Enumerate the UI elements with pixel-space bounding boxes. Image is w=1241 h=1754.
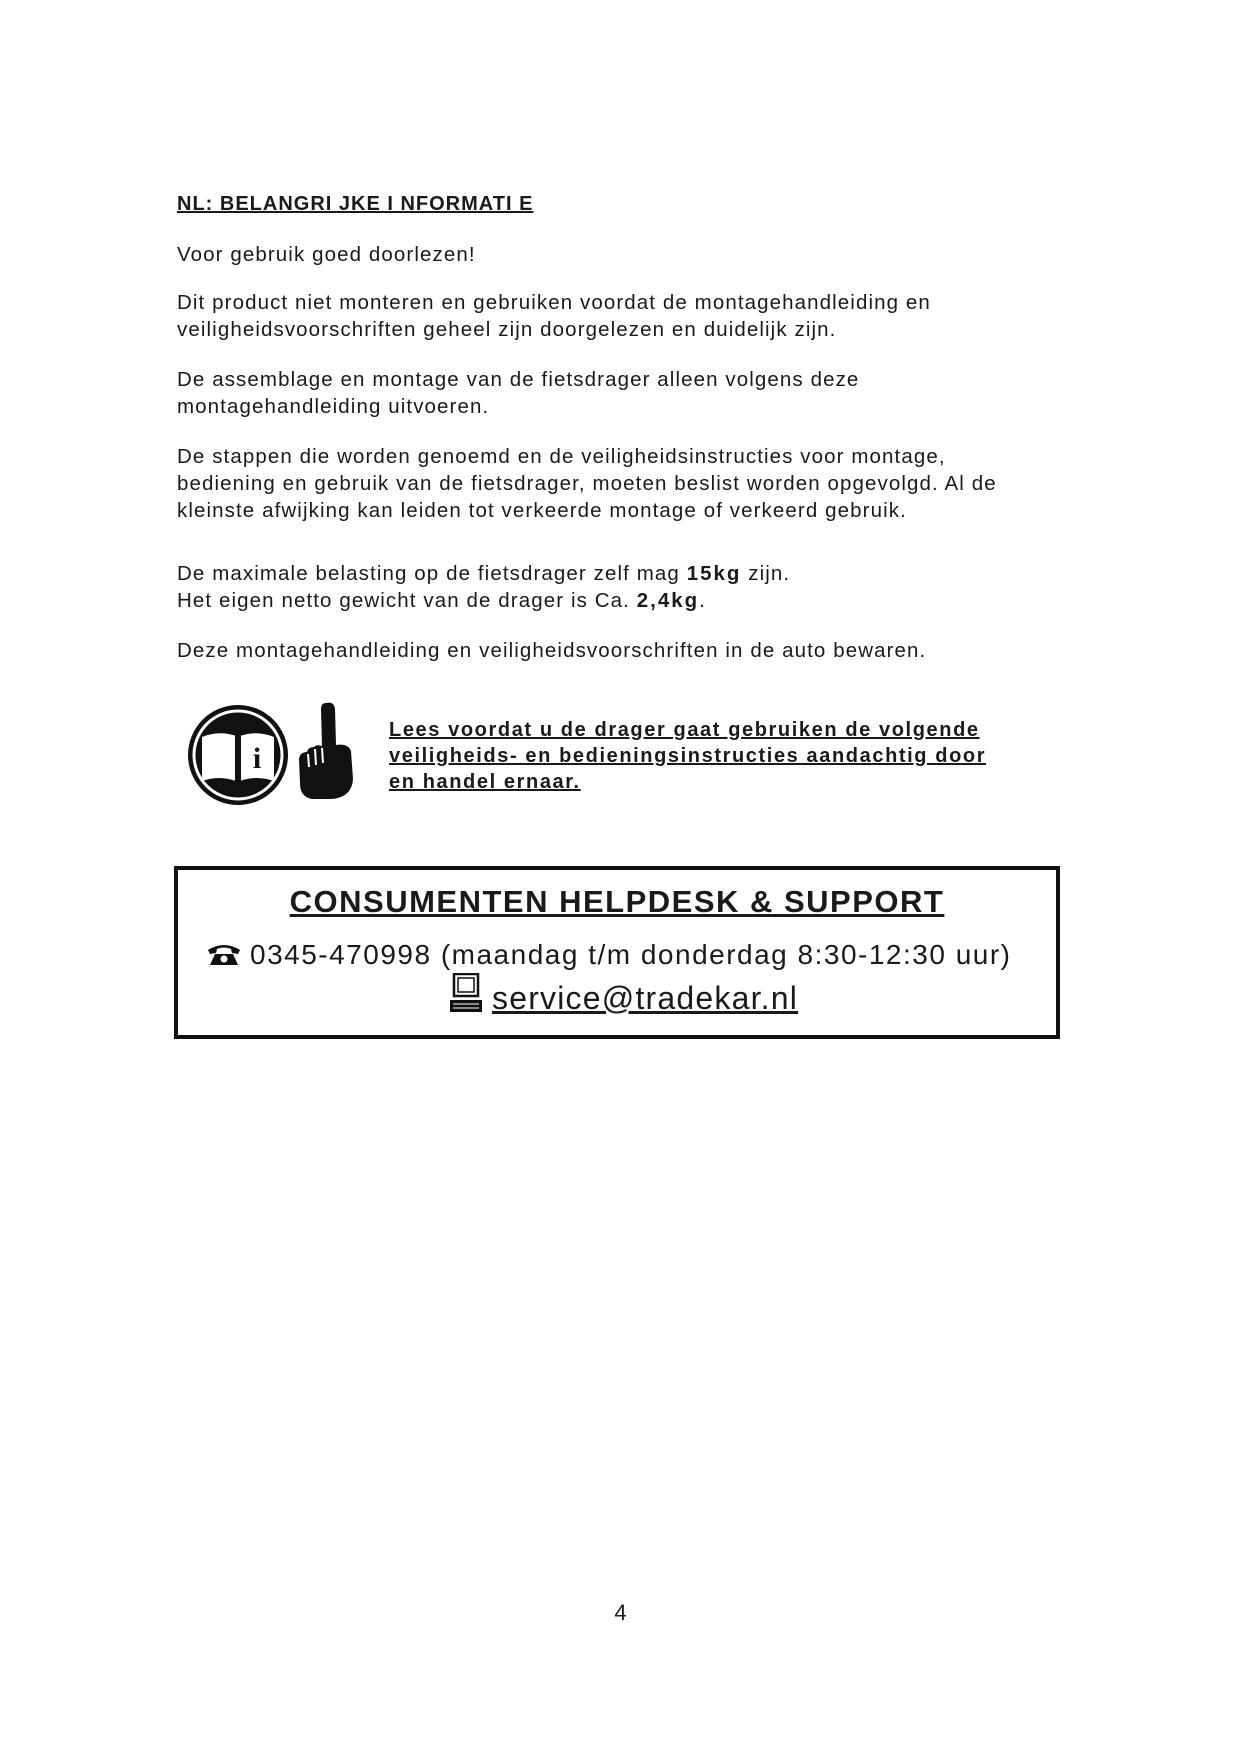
net-weight-line bbox=[177, 587, 1077, 614]
net-weight-suffix: . bbox=[699, 589, 706, 612]
paragraph-line: montagehandleiding uitvoeren. bbox=[177, 395, 490, 418]
paragraph-assembly bbox=[177, 366, 1077, 420]
paragraph-line: Voor gebruik goed doorlezen! bbox=[177, 243, 476, 266]
paragraph-steps bbox=[177, 443, 1077, 524]
net-weight-value: 2,4kg bbox=[636, 589, 700, 612]
page-number: 4 bbox=[614, 1600, 627, 1625]
max-load-value: 15kg bbox=[686, 562, 742, 585]
paragraph-line: De assemblage en montage van de fietsdrager alleen volgens deze bbox=[177, 368, 860, 391]
warning-line: en handel ernaar. bbox=[389, 771, 581, 793]
paragraph-line: De stappen die worden genoemd en de veiligheidsinstructies voor montage, bbox=[177, 445, 946, 468]
warning-line: veiligheids- en bedieningsinstructies aandachtig door bbox=[389, 745, 987, 767]
paragraph-read-first bbox=[177, 241, 1077, 268]
pointing-finger-icon bbox=[296, 697, 358, 806]
paragraph-do-not-mount bbox=[177, 289, 1077, 343]
paragraph-keep-in-car bbox=[177, 637, 1077, 664]
max-load-suffix: zijn. bbox=[741, 562, 791, 585]
net-weight-text: Het eigen netto gewicht van de drager is Ca. bbox=[177, 589, 637, 612]
helpdesk-email bbox=[448, 973, 798, 1021]
helpdesk-title: CONSUMENTEN HELPDESK & SUPPORT bbox=[289, 884, 945, 919]
safety-warning bbox=[389, 717, 1069, 795]
helpdesk-phone bbox=[206, 939, 1046, 973]
helpdesk-box bbox=[174, 866, 1060, 1039]
paragraph-weights bbox=[177, 560, 1077, 614]
phone-text: 0345-470998 (maandag t/m donderdag 8:30-12:30 uur) bbox=[250, 939, 1012, 970]
info-glyph: i bbox=[252, 742, 262, 775]
section-heading: NL: BELANGRI JKE I NFORMATI E bbox=[177, 193, 534, 215]
email-link[interactable]: service@tradekar.nl bbox=[492, 980, 799, 1016]
paragraph-line: kleinste afwijking kan leiden tot verkeerde montage of verkeerd gebruik. bbox=[177, 499, 907, 522]
max-load-line bbox=[177, 560, 1077, 587]
read-manual-info-icon bbox=[186, 703, 290, 812]
telephone-icon bbox=[206, 941, 242, 973]
paragraph-line: veiligheidsvoorschriften geheel zijn doorgelezen en duidelijk zijn. bbox=[177, 318, 837, 341]
paragraph-line: Deze montagehandleiding en veiligheidsvoorschriften in de auto bewaren. bbox=[177, 639, 927, 662]
computer-icon bbox=[448, 973, 484, 1021]
warning-line: Lees voordat u de drager gaat gebruiken de volgende bbox=[389, 719, 980, 741]
paragraph-line: bediening en gebruik van de fietsdrager, moeten beslist worden opgevolgd. Al de bbox=[177, 472, 997, 495]
paragraph-line: Dit product niet monteren en gebruiken voordat de montagehandleiding en bbox=[177, 291, 931, 314]
max-load-text: De maximale belasting op de fietsdrager zelf mag bbox=[177, 562, 687, 585]
